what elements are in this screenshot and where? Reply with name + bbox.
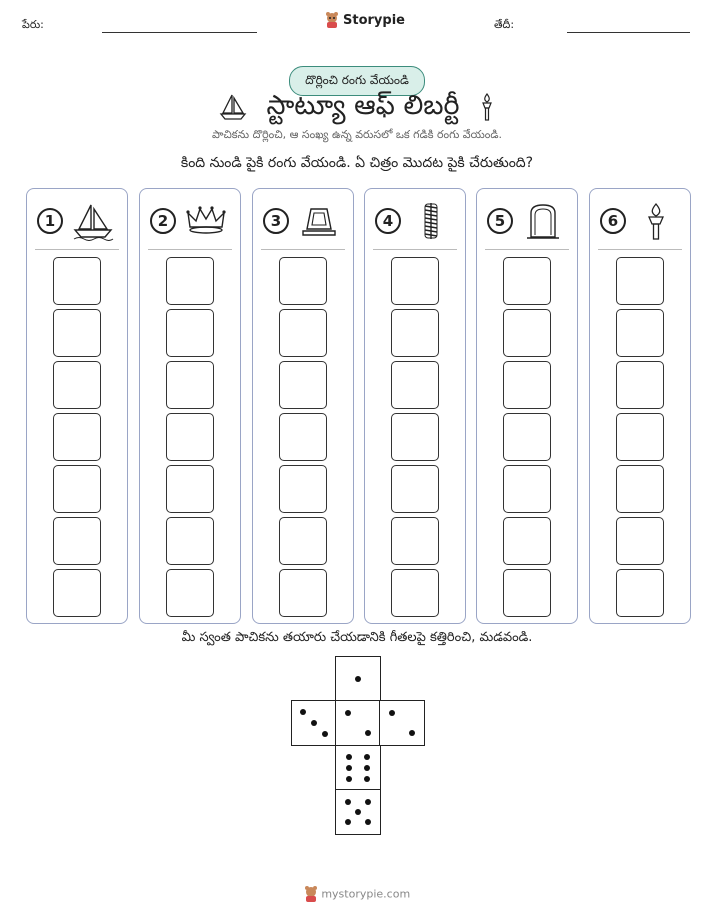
divider [35,249,119,250]
color-box[interactable] [616,413,664,461]
column-number: 5 [487,208,513,234]
column-number: 3 [263,208,289,234]
color-box[interactable] [391,569,439,617]
dice-pip [365,799,371,805]
column-number: 2 [150,208,176,234]
divider [485,249,569,250]
dice-pip [300,709,306,715]
dice-pip [355,676,361,682]
activity-pill: దొర్లించి రంగు వేయండి [289,66,425,96]
column-6 [589,188,691,624]
dice-pip [345,819,351,825]
color-box[interactable] [503,309,551,357]
color-box[interactable] [53,257,101,305]
brand-logo [325,12,405,28]
color-box[interactable] [616,361,664,409]
color-box[interactable] [391,257,439,305]
color-box[interactable] [616,309,664,357]
name-label: పేరు: [22,18,44,31]
brand-name: Storypie [343,12,405,28]
tablet-icon [297,201,341,241]
color-box[interactable] [503,257,551,305]
page-title-row [0,90,714,128]
color-box[interactable] [503,361,551,409]
color-box[interactable] [391,413,439,461]
color-box[interactable] [616,465,664,513]
dice-face-2 [335,700,381,746]
boat-icon [218,92,248,122]
dice-face-5 [335,789,381,835]
dice-pip [322,731,328,737]
color-box[interactable] [503,413,551,461]
column-5 [476,188,578,624]
dice-pip [346,754,352,760]
column-4 [364,188,466,624]
dice-pip [365,819,371,825]
color-box[interactable] [53,309,101,357]
dice-pip [389,710,395,716]
column-number: 4 [375,208,401,234]
storypie-logo-icon [325,12,339,28]
dice-pip [364,765,370,771]
color-box[interactable] [53,361,101,409]
dice-pip [345,710,351,716]
divider [261,249,345,250]
divider [148,249,232,250]
date-label: తేదీ: [494,18,515,31]
dice-pip [364,754,370,760]
dice-pip [409,730,415,736]
crown-icon [184,201,228,241]
dice-pip [345,799,351,805]
color-box[interactable] [503,465,551,513]
boat-icon [71,201,115,241]
color-box[interactable] [616,257,664,305]
color-box[interactable] [279,465,327,513]
column-3 [252,188,354,624]
color-box[interactable] [503,569,551,617]
divider [598,249,682,250]
divider [373,249,457,250]
column-number: 1 [37,208,63,234]
dice-pip [346,776,352,782]
color-box[interactable] [166,361,214,409]
date-line[interactable] [567,32,690,33]
page-title: స్టాట్యూ ఆఫ్ లిబర్టీ [266,90,460,121]
color-box[interactable] [279,569,327,617]
torch-icon [634,201,678,241]
color-box[interactable] [53,413,101,461]
dice-pip [365,730,371,736]
color-box[interactable] [166,517,214,565]
storypie-logo-icon [304,886,318,902]
column-number: 6 [600,208,626,234]
dice-face-6 [335,745,381,791]
subtitle: పాచికను దొర్లించి, ఆ సంఖ్య ఉన్న వరుసలో ఒక గడికి రంగు వేయండి. [212,128,502,141]
color-box[interactable] [166,465,214,513]
color-box[interactable] [166,569,214,617]
color-box[interactable] [279,413,327,461]
footer [0,886,714,902]
torch-icon [478,92,496,122]
color-box[interactable] [166,309,214,357]
color-box[interactable] [616,517,664,565]
color-box[interactable] [279,517,327,565]
color-box[interactable] [616,569,664,617]
color-box[interactable] [279,257,327,305]
spiral-staircase-icon [409,201,453,241]
footer-url[interactable]: mystorypie.com [321,887,411,901]
color-box[interactable] [53,569,101,617]
color-box[interactable] [391,465,439,513]
color-box[interactable] [166,413,214,461]
dice-pip [355,809,361,815]
dice-pip [346,765,352,771]
pedestal-icon [521,201,565,241]
color-box[interactable] [391,361,439,409]
question: కింది నుండి పైకి రంగు వేయండి. ఏ చిత్రం మొదట పైకి చేరుతుంది? [180,155,534,171]
name-line[interactable] [102,32,257,33]
dice-instruction: మీ స్వంత పాచికను తయారు చేయడానికి గీతలపై కత్తిరించి, మడవండి. [181,630,533,645]
color-box[interactable] [279,361,327,409]
color-box[interactable] [279,309,327,357]
color-box[interactable] [391,309,439,357]
color-box[interactable] [53,517,101,565]
dice-pip [364,776,370,782]
dice-face-1 [335,656,381,702]
color-box[interactable] [391,517,439,565]
column-1 [26,188,128,624]
dice-face-3 [291,700,337,746]
color-box[interactable] [53,465,101,513]
dice-pip [311,720,317,726]
column-2 [139,188,241,624]
color-box[interactable] [166,257,214,305]
color-box[interactable] [503,517,551,565]
dice-face-2 [379,700,425,746]
